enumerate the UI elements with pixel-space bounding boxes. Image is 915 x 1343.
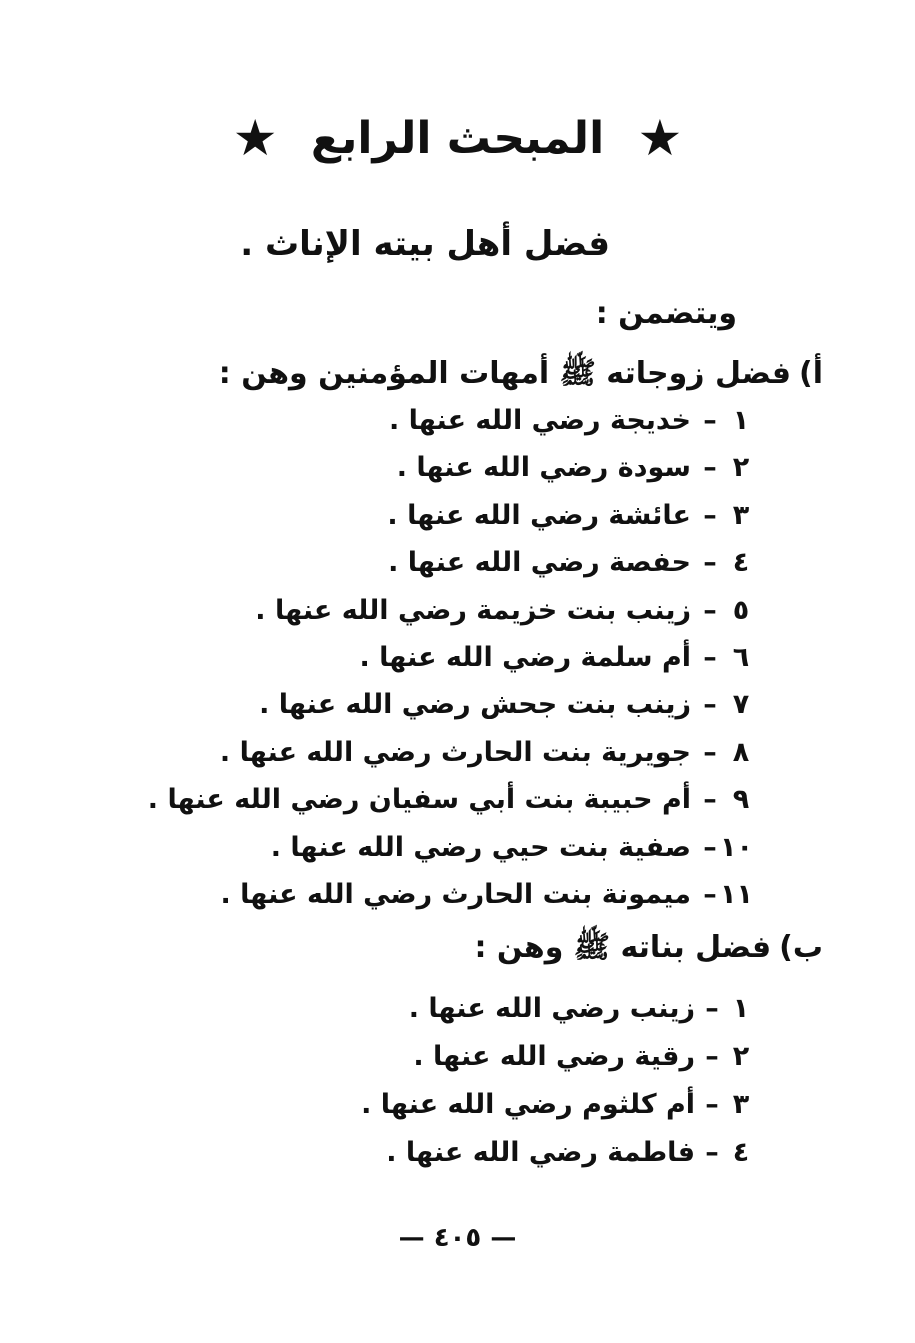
item-text: فاطمة رضي الله عنها . bbox=[386, 1137, 695, 1168]
item-text: عائشة رضي الله عنها . bbox=[387, 499, 691, 531]
section-b-letter: ب) bbox=[779, 930, 823, 965]
item-number: ٨ bbox=[732, 736, 750, 768]
list-item bbox=[148, 587, 753, 634]
item-text: خديجة رضي الله عنها . bbox=[388, 405, 691, 436]
list-item bbox=[148, 681, 753, 728]
item-dash: – bbox=[703, 689, 717, 721]
item-number: ١ bbox=[732, 993, 750, 1024]
list-item bbox=[148, 729, 753, 776]
item-text: حفصة رضي الله عنها . bbox=[388, 547, 691, 579]
item-text: أم حبيبة بنت أبي سفيان رضي الله عنها . bbox=[147, 784, 691, 816]
item-number: ٢ bbox=[732, 452, 750, 484]
list-item bbox=[361, 1081, 753, 1129]
wives-list bbox=[148, 397, 753, 918]
item-number: ٤ bbox=[732, 547, 750, 579]
item-number: ٢ bbox=[732, 1041, 750, 1072]
item-text: صفية بنت حيي رضي الله عنها . bbox=[270, 831, 691, 863]
section-a-title bbox=[219, 352, 823, 396]
item-number: ١٠ bbox=[720, 831, 753, 863]
item-number: ٧ bbox=[732, 689, 750, 721]
list-item bbox=[361, 1129, 753, 1177]
chapter-heading bbox=[0, 108, 915, 169]
section-b-title-text: فضل بناته ﷺ وهن : bbox=[474, 930, 772, 965]
item-dash: – bbox=[703, 547, 717, 579]
list-item bbox=[361, 1033, 753, 1081]
list-item bbox=[148, 397, 753, 444]
item-dash: – bbox=[703, 784, 717, 816]
list-item bbox=[148, 444, 753, 491]
item-number: ٩ bbox=[732, 784, 750, 816]
item-text: زينب بنت جحش رضي الله عنها . bbox=[259, 689, 691, 721]
item-text: سودة رضي الله عنها . bbox=[396, 452, 691, 484]
star-icon: ★ bbox=[637, 109, 683, 167]
item-number: ١ bbox=[732, 405, 750, 436]
item-text: أم سلمة رضي الله عنها . bbox=[359, 641, 691, 673]
item-text: جويرية بنت الحارث رضي الله عنها . bbox=[219, 736, 691, 768]
section-b-title bbox=[474, 926, 823, 970]
item-dash: – bbox=[703, 499, 717, 531]
section-subheading: فضل أهل بيته الإناث . bbox=[240, 224, 610, 264]
list-item bbox=[148, 539, 753, 586]
section-a-title-text: فضل زوجاته ﷺ أمهات المؤمنين وهن : bbox=[218, 356, 791, 391]
item-number: ٥ bbox=[732, 594, 750, 626]
list-item bbox=[148, 776, 753, 823]
item-text: زينب رضي الله عنها . bbox=[408, 993, 695, 1024]
daughters-list bbox=[361, 985, 753, 1177]
item-number: ٦ bbox=[732, 641, 750, 673]
section-a-letter: أ) bbox=[799, 356, 823, 391]
item-dash: – bbox=[703, 641, 717, 673]
item-text: زينب بنت خزيمة رضي الله عنها . bbox=[255, 594, 691, 626]
item-dash: – bbox=[705, 1041, 719, 1072]
item-number: ٣ bbox=[732, 1089, 750, 1120]
list-item bbox=[148, 824, 753, 871]
item-dash: – bbox=[703, 452, 717, 484]
page-number: — ٤٠٥ — bbox=[398, 1223, 517, 1253]
item-dash: – bbox=[703, 831, 717, 863]
item-text: ميمونة بنت الحارث رضي الله عنها . bbox=[220, 878, 691, 910]
item-dash: – bbox=[705, 1089, 719, 1120]
intro-text: ويتضمن : bbox=[595, 296, 737, 331]
star-icon: ★ bbox=[232, 109, 278, 167]
list-item bbox=[148, 871, 753, 918]
list-item bbox=[361, 985, 753, 1033]
list-item bbox=[148, 492, 753, 539]
item-dash: – bbox=[705, 993, 719, 1024]
item-text: أم كلثوم رضي الله عنها . bbox=[361, 1089, 695, 1120]
item-dash: – bbox=[703, 594, 717, 626]
item-number: ١١ bbox=[720, 878, 753, 910]
item-number: ٣ bbox=[732, 499, 750, 531]
item-number: ٤ bbox=[732, 1137, 750, 1168]
item-dash: – bbox=[703, 405, 717, 436]
item-dash: – bbox=[705, 1137, 719, 1168]
item-dash: – bbox=[703, 736, 717, 768]
list-item bbox=[148, 634, 753, 681]
chapter-heading-text: المبحث الرابع bbox=[310, 113, 605, 164]
item-dash: – bbox=[703, 878, 717, 910]
item-text: رقية رضي الله عنها . bbox=[413, 1041, 695, 1072]
